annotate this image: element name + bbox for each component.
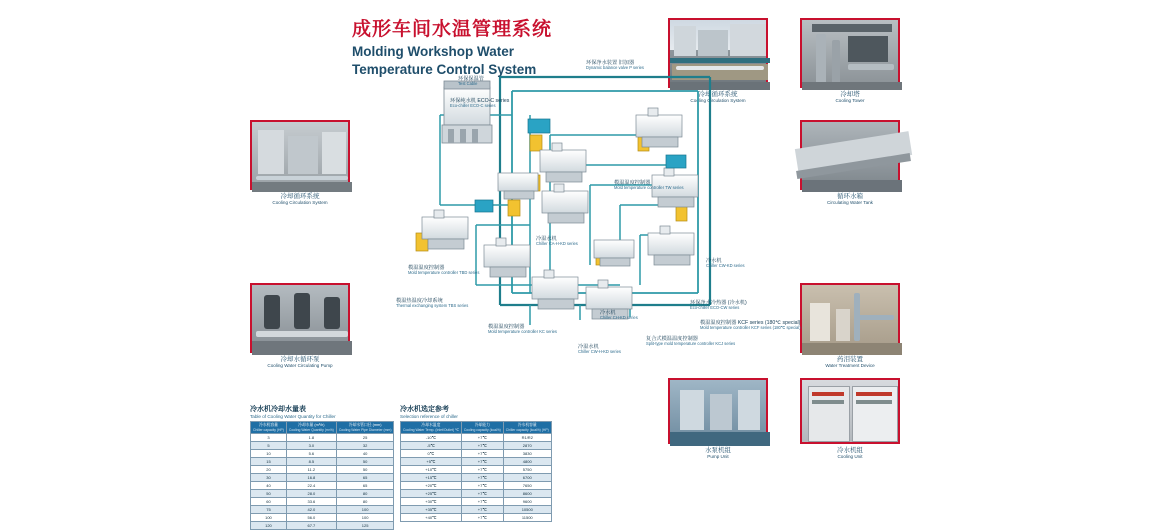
photo-card-circulating-water-tank	[800, 120, 900, 206]
callout-eco-water-tank: 环保纯水机 ECO-C series Eco-chiller ECO-C series	[450, 98, 510, 109]
callout-heat-insulation-pipe: 环保保温管 Test Cable	[458, 76, 484, 87]
callout-eco-water-chiller: 环保净水冷热器 (冷水机) Eco-chiller ECO-CW series	[690, 300, 747, 311]
table-row: -10℃ +7℃ R1/R2	[401, 433, 552, 441]
table1-title-cn: 冷水机冷却水量表	[250, 406, 306, 413]
table-row: -5℃ +7℃ 2870	[401, 441, 552, 449]
callout-thermal-exchange-system: 模温热温度冷却系统 Thermal exchanging system TBS series	[396, 298, 469, 309]
callout-mold-temp-controller-tw: 模温温度控制器 Mold temperature controller TW series	[614, 180, 684, 191]
photo-image-pump-unit	[668, 378, 768, 444]
piping-schematic	[380, 55, 810, 365]
table1-title-en: Table of Cooling Water Quantity for Chiller	[250, 414, 336, 419]
table-row: 40 22.4 65	[251, 481, 394, 489]
table-row: +35℃ +7℃ 10500	[401, 505, 552, 513]
table-row: +5℃ +7℃ 4800	[401, 457, 552, 465]
callout-chiller-ch-kd: 冷水机 Chiller CH-KD series	[600, 310, 638, 321]
table-row: +25℃ +7℃ 8600	[401, 489, 552, 497]
callout-mold-temp-controller-tbd: 模温温度控制器 Mold temperature controller TBD series	[408, 265, 480, 276]
table-row: 50 28.0 80	[251, 489, 394, 497]
table1-col-2: 冷却水管口径 (mm) Cooling Water Pipe Diameter (mm)	[336, 422, 394, 434]
table1	[250, 421, 394, 530]
photo-image-cooling-water-circulating-pump	[250, 283, 350, 353]
callout-dynamic-balance-valve: 环保净水装置 旧加器 Dynamic balance valve P series	[586, 60, 644, 71]
photo-image-cooling-unit	[800, 378, 900, 444]
table-row: +15℃ +7℃ 6700	[401, 473, 552, 481]
table2-title-en: Selection reference of chiller	[400, 414, 458, 419]
table-row: 120 67.7 125	[251, 521, 394, 529]
photo-image-water-treatment-device	[800, 283, 900, 353]
table-row: 10 5.6 40	[251, 449, 394, 457]
table-row: 3 1.8 25	[251, 433, 394, 441]
callout-chiller-cw-h-kd: 冷温水机 Chiller CW-H-KD series	[578, 344, 621, 355]
table-row: +10℃ +7℃ 5750	[401, 465, 552, 473]
title-english-line1: Molding Workshop Water	[352, 43, 514, 59]
table-row: 5 3.0 32	[251, 441, 394, 449]
title-chinese: 成形车间水温管理系统	[352, 19, 553, 40]
photo-caption-cooling-unit: 冷水机组 Cooling Unit	[837, 447, 863, 460]
photo-image-cooling-tower	[800, 18, 900, 88]
table2-col-2: 冷水机容量 Chiller capacity (kcal/h) (HP)	[503, 422, 551, 434]
photo-caption-pump-unit: 水泵机组 Pump Unit	[705, 447, 731, 460]
table-row: +20℃ +7℃ 7650	[401, 481, 552, 489]
table-row: 20 11.2 50	[251, 465, 394, 473]
table-row: 15 8.5 50	[251, 457, 394, 465]
photo-caption-cooling-circulation-system-top: 冷却循环系统 Cooling Circulation System	[690, 91, 746, 104]
table2-col-1: 冷却能力 Cooling capacity (kcal/h)	[461, 422, 503, 434]
photo-caption-water-treatment-device: 药泪装置 Water Treatment Device	[825, 356, 875, 369]
photo-image-circulating-water-tank	[800, 120, 900, 190]
callout-auto-mold-temp-controller: 复合式模温温度控制器 Split-type mold temperature controller KCJ series	[646, 336, 736, 347]
table1-body	[251, 433, 394, 529]
table2-header-row	[401, 422, 552, 434]
table1-col-0: 冷水机容量 Chiller capacity (HP)	[251, 422, 287, 434]
callout-chiller-cw-kd: 冷水机 Chiller CW-KD series	[706, 258, 745, 269]
table-row: +30℃ +7℃ 9600	[401, 497, 552, 505]
callout-chiller-ca-h-kd: 冷温水机 Chiller CA-H-KD series	[536, 236, 578, 247]
photo-card-pump-unit	[668, 378, 768, 460]
title-english-line2: Temperature Control System	[352, 62, 537, 78]
photo-caption-cooling-circulation-system-left: 冷却循环系统 Cooling Circulation System	[272, 193, 328, 206]
photo-card-cooling-circulation-system-left	[250, 120, 350, 206]
callout-mold-temp-controller-kcf: 模温温度控制器 KCF series (180℃ special) Mold temperature controller KCF series (180℃ special)	[700, 320, 801, 331]
photo-caption-cooling-tower: 冷却塔 Cooling Tower	[835, 91, 865, 104]
table-row: 0℃ +7℃ 3830	[401, 449, 552, 457]
table-cooling-water-quantity	[250, 404, 392, 530]
photo-card-cooling-unit	[800, 378, 900, 460]
table-row: +40℃ +7℃ 11500	[401, 513, 552, 521]
table2-body	[401, 433, 552, 521]
photo-card-water-treatment-device	[800, 283, 900, 369]
table-row: 60 33.6 80	[251, 497, 394, 505]
table1-col-1: 冷却水量 (m³/h) Cooling Water Quantity (m³/h)	[286, 422, 336, 434]
photo-card-cooling-tower	[800, 18, 900, 104]
table-selection-reference	[400, 404, 552, 522]
photo-image-cooling-circulation-system-left	[250, 120, 350, 190]
photo-card-cooling-water-circulating-pump	[250, 283, 350, 369]
table2	[400, 421, 552, 522]
table-row: 75 42.0 100	[251, 505, 394, 513]
photo-caption-cooling-water-circulating-pump: 冷却水循环泵 Cooling Water Circulating Pump	[267, 356, 333, 369]
table-row: 100 56.0 100	[251, 513, 394, 521]
photo-caption-circulating-water-tank: 循环水箱 Circulating Water Tank	[827, 193, 873, 206]
callout-mold-temp-controller-kc: 模温温度控制器 Mold temperature controller KC series	[488, 324, 557, 335]
table-row: 30 16.8 65	[251, 473, 394, 481]
table2-title-cn: 冷水机选定参考	[400, 406, 449, 413]
table1-header-row	[251, 422, 394, 434]
table2-col-0: 冷却水温度 Cooling Water Temp. (Inlet/Outlet) ℃	[401, 422, 462, 434]
